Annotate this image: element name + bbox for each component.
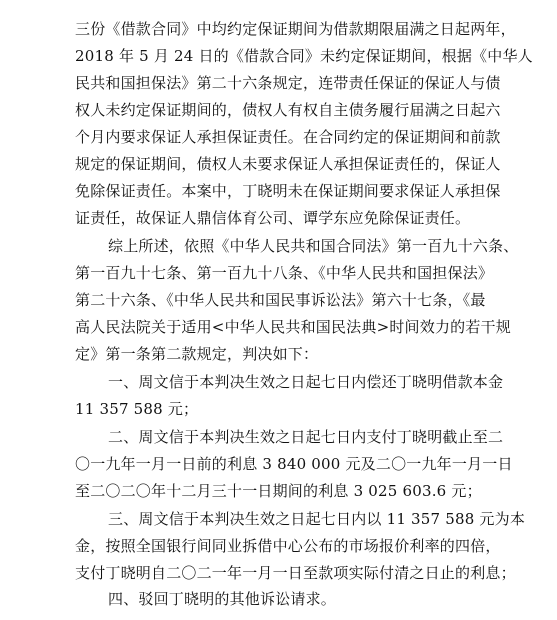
text-line: 金，按照全国银行间同业拆借中心公布的市场报价利率的四倍，	[75, 537, 501, 555]
judgment-item-4: 四、驳回丁晓明的其他诉讼请求。	[108, 590, 337, 608]
text-line: 民共和国担保法》第二十六条规定，连带责任保证的保证人与债	[75, 74, 501, 92]
text-line: 支付丁晓明自二〇二一年一月一日至款项实际付清之日止的利息；	[75, 564, 516, 582]
text-line: 免除保证责任。本案中，丁晓明未在保证期间要求保证人承担保	[75, 182, 501, 200]
text-line: 〇一九年一月一日前的利息 3 840 000 元及二〇一九年一月一日	[75, 455, 513, 473]
text-line: 至二〇二〇年十二月三十一日期间的利息 3 025 603.6 元；	[75, 482, 482, 500]
text-line: 证责任，故保证人鼎信体育公司、谭学东应免除保证责任。	[75, 209, 471, 227]
text-line: 三份《借款合同》中均约定保证期间为借款期限届满之日起两年，	[75, 20, 516, 38]
text-line: 个月内要求保证人承担保证责任。在合同约定的保证期间和前款	[75, 128, 501, 146]
text-line: 11 357 588 元；	[75, 400, 199, 418]
text-line: 第一百九十七条、第一百九十八条、《中华人民共和国担保法》	[75, 264, 494, 282]
text-line: 2018 年 5 月 24 日的《借款合同》未约定保证期间，根据《中华人	[75, 47, 533, 65]
judgment-item-1: 一、周文信于本判决生效之日起七日内偿还丁晓明借款本金	[108, 373, 504, 391]
text-line: 权人未约定保证期间的，债权人有权自主债务履行届满之日起六	[75, 101, 501, 119]
text-line: 定》第一条第二款规定，判决如下：	[75, 345, 319, 363]
paragraph-start-line: 综上所述，依照《中华人民共和国合同法》第一百九十六条、	[108, 237, 519, 255]
judgment-item-2: 二、周文信于本判决生效之日起七日内支付丁晓明截止至二	[108, 428, 504, 446]
text-line: 第二十六条、《中华人民共和国民事诉讼法》第六十七条，《最	[75, 291, 486, 309]
judgment-item-3: 三、周文信于本判决生效之日起七日内以 11 357 588 元为本	[108, 510, 526, 528]
text-line: 规定的保证期间，债权人未要求保证人承担保证责任的，保证人	[75, 155, 501, 173]
text-line: 高人民法院关于适用<中华人民共和国民法典>时间效力的若干规	[75, 318, 511, 336]
